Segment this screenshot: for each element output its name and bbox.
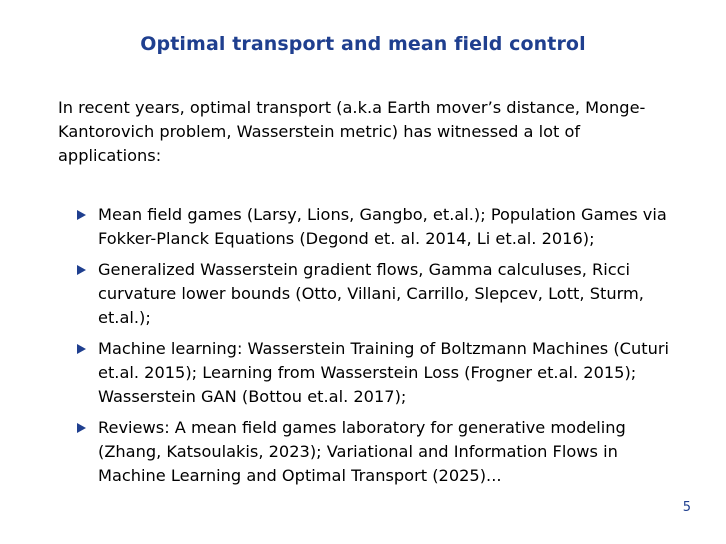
- bullet-item: [58, 258, 688, 330]
- triangle-right-icon: [77, 423, 86, 433]
- triangle-right-icon: [77, 210, 86, 220]
- bullet-item: [58, 337, 688, 409]
- intro-paragraph: In recent years, optimal transport (a.k.a Earth mover’s distance, Monge-Kantorovich problem, Wasserstein metric) has witnessed a lot of applications:: [58, 98, 646, 165]
- bullet-text: Reviews: A mean field games laboratory for generative modeling (Zhang, Katsoulakis, 2023); Variational and Information Flows in Machine Learning and Optimal Transport (2025)...: [98, 418, 626, 485]
- bullet-text: Mean field games (Larsy, Lions, Gangbo, et.al.); Population Games via Fokker-Planck Equations (Degond et. al. 2014, Li et.al. 2016);: [98, 205, 667, 248]
- bullet-list: [58, 203, 688, 495]
- bullet-text: Generalized Wasserstein gradient flows, Gamma calculuses, Ricci curvature lower bounds (Otto, Villani, Carrillo, Slepcev, Lott, Sturm, et.al.);: [98, 260, 644, 327]
- bullet-item: [58, 416, 688, 488]
- triangle-right-icon: [77, 344, 86, 354]
- bullet-item: [58, 203, 688, 251]
- triangle-right-icon: [77, 265, 86, 275]
- bullet-text: Machine learning: Wasserstein Training of Boltzmann Machines (Cuturi et.al. 2015); Learning from Wasserstein Loss (Frogner et.al. 2015); Wasserstein GAN (Bottou et.al. 2017);: [98, 339, 670, 406]
- slide-title: Optimal transport and mean field control: [140, 33, 586, 55]
- page-number: 5: [682, 500, 691, 515]
